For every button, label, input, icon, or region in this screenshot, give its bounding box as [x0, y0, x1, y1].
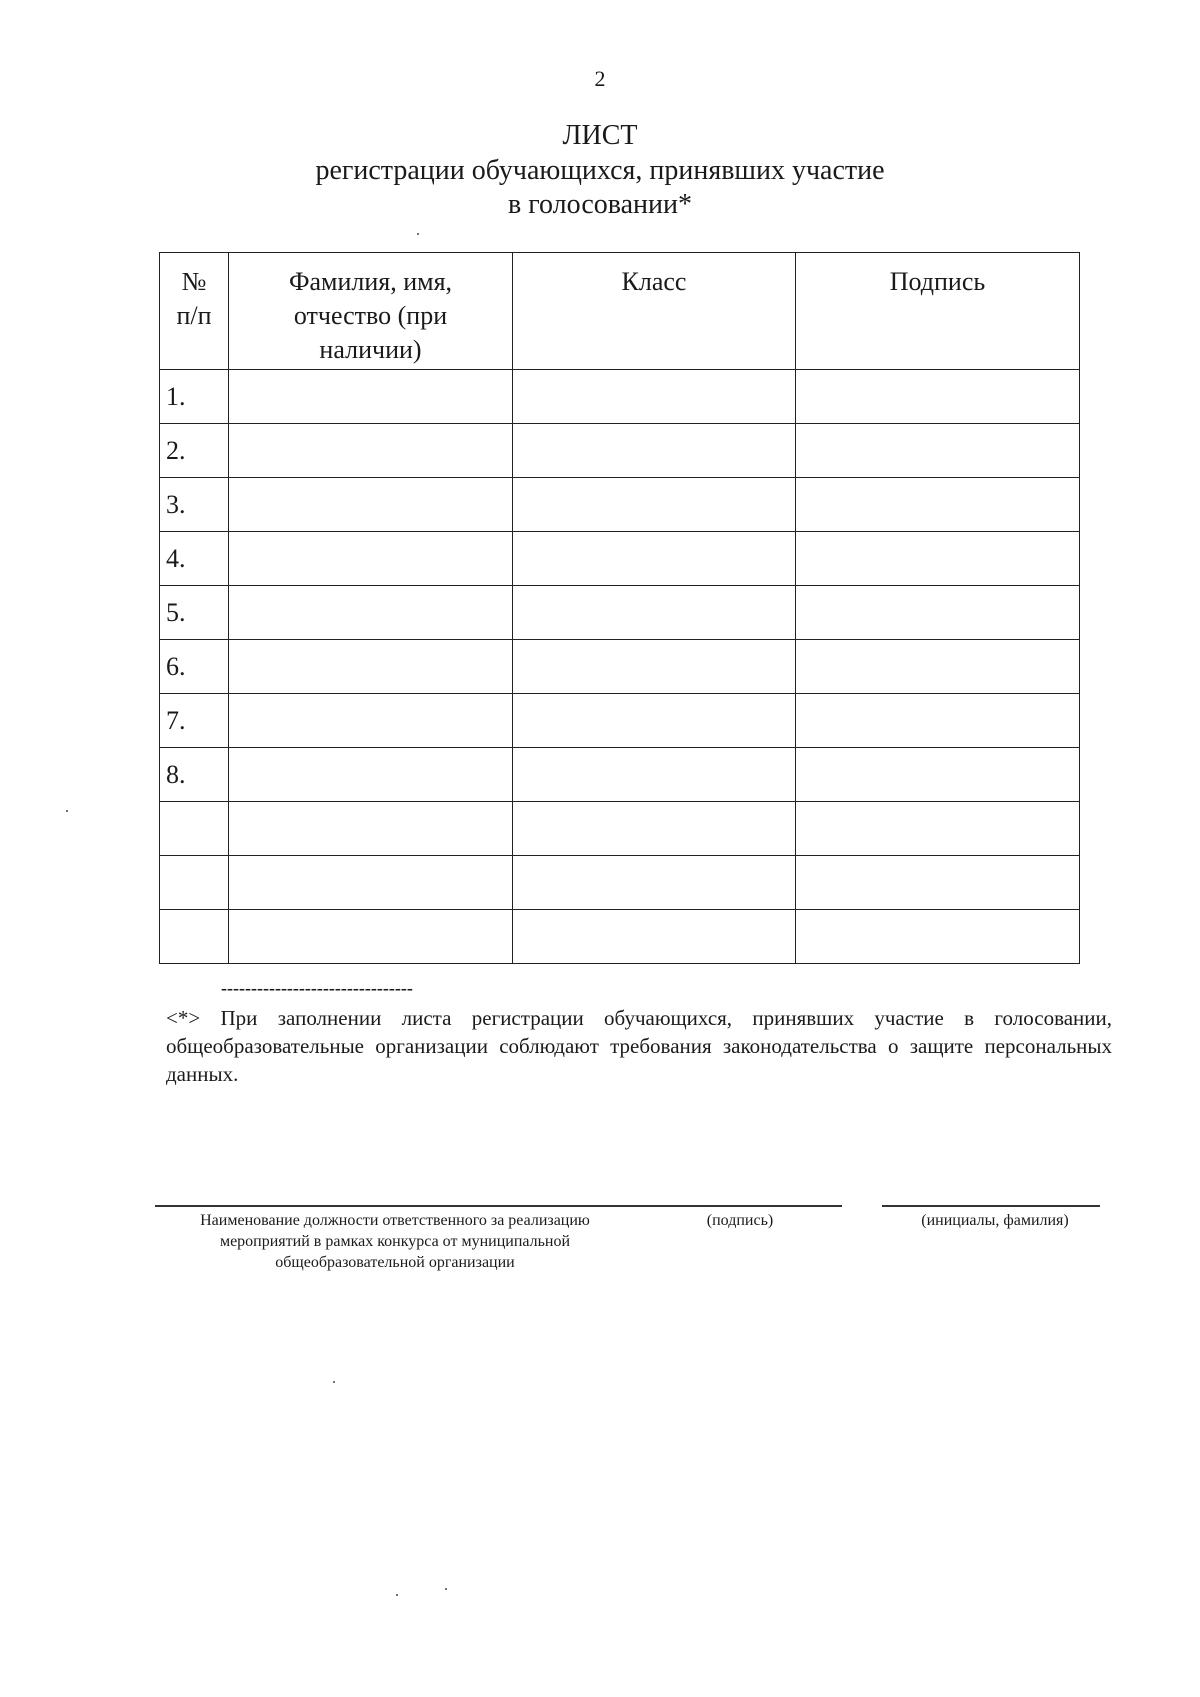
class-cell[interactable] — [513, 640, 796, 694]
row-number-cell: 2. — [160, 424, 229, 478]
column-header-class: Класс — [513, 253, 796, 370]
scan-speck — [445, 1588, 447, 1590]
full-name-cell[interactable] — [229, 640, 513, 694]
row-number-cell: 1. — [160, 370, 229, 424]
scan-speck — [396, 1594, 398, 1596]
table-header-row — [160, 253, 1080, 370]
full-name-cell[interactable] — [229, 424, 513, 478]
full-name-cell[interactable] — [229, 802, 513, 856]
signature-cell[interactable] — [796, 370, 1080, 424]
full-name-cell[interactable] — [229, 748, 513, 802]
position-caption: Наименование должности ответственного за реализацию мероприятий в рамках конкурса от муниципальной общеобразовательной организации — [200, 1212, 590, 1271]
scan-speck — [417, 233, 419, 235]
class-cell[interactable] — [513, 694, 796, 748]
table-row — [160, 856, 1080, 910]
row-number-cell: 4. — [160, 532, 229, 586]
full-name-cell[interactable] — [229, 370, 513, 424]
class-cell[interactable] — [513, 370, 796, 424]
name-underline — [882, 1205, 1100, 1207]
table-row — [160, 802, 1080, 856]
scan-speck — [66, 810, 68, 812]
full-name-cell[interactable] — [229, 910, 513, 964]
table-row — [160, 370, 1080, 424]
signature-cell[interactable] — [796, 424, 1080, 478]
name-caption: (инициалы, фамилия) — [921, 1212, 1069, 1229]
row-number-cell — [160, 910, 229, 964]
class-cell[interactable] — [513, 856, 796, 910]
row-number-cell: 6. — [160, 640, 229, 694]
table-row — [160, 910, 1080, 964]
full-name-cell[interactable] — [229, 586, 513, 640]
class-cell[interactable] — [513, 424, 796, 478]
class-cell[interactable] — [513, 532, 796, 586]
table-row — [160, 478, 1080, 532]
document-subtitle-line-1: регистрации обучающихся, принявших участие — [315, 155, 885, 186]
table-row — [160, 424, 1080, 478]
row-number-cell — [160, 802, 229, 856]
class-cell[interactable] — [513, 910, 796, 964]
row-number-cell: 5. — [160, 586, 229, 640]
scan-speck — [333, 1381, 335, 1383]
table-row — [160, 532, 1080, 586]
signature-caption: (подпись) — [706, 1212, 774, 1229]
signature-cell[interactable] — [796, 532, 1080, 586]
class-cell[interactable] — [513, 748, 796, 802]
signature-cell[interactable] — [796, 910, 1080, 964]
row-number-cell: 8. — [160, 748, 229, 802]
signature-cell[interactable] — [796, 856, 1080, 910]
table-row — [160, 748, 1080, 802]
class-cell[interactable] — [513, 478, 796, 532]
signature-cell[interactable] — [796, 586, 1080, 640]
full-name-cell[interactable] — [229, 856, 513, 910]
table-row — [160, 694, 1080, 748]
full-name-cell[interactable] — [229, 532, 513, 586]
signature-underline — [155, 1205, 842, 1207]
signature-cell[interactable] — [796, 802, 1080, 856]
row-number-cell — [160, 856, 229, 910]
row-number-cell: 3. — [160, 478, 229, 532]
page-number: 2 — [594, 66, 606, 91]
full-name-cell[interactable] — [229, 694, 513, 748]
document-title: ЛИСТ — [562, 120, 638, 151]
column-header-number: № п/п — [160, 253, 229, 370]
row-number-cell: 7. — [160, 694, 229, 748]
footnote-text: <*> При заполнении листа регистрации обучающихся, принявших участие в голосовании, общеобразовательные организации соблюдают требования законодательства о защите персональных данных. — [166, 1006, 1112, 1086]
signature-cell[interactable] — [796, 478, 1080, 532]
table-row — [160, 640, 1080, 694]
signature-cell[interactable] — [796, 640, 1080, 694]
registration-table — [159, 252, 1080, 964]
signature-cell[interactable] — [796, 694, 1080, 748]
class-cell[interactable] — [513, 586, 796, 640]
column-header-signature: Подпись — [796, 253, 1080, 370]
column-header-full-name: Фамилия, имя, отчество (при наличии) — [229, 253, 513, 370]
signature-cell[interactable] — [796, 748, 1080, 802]
full-name-cell[interactable] — [229, 478, 513, 532]
class-cell[interactable] — [513, 802, 796, 856]
table-row — [160, 586, 1080, 640]
footnote-separator: -------------------------------- — [221, 978, 413, 998]
document-subtitle-line-2: в голосовании* — [508, 189, 692, 220]
